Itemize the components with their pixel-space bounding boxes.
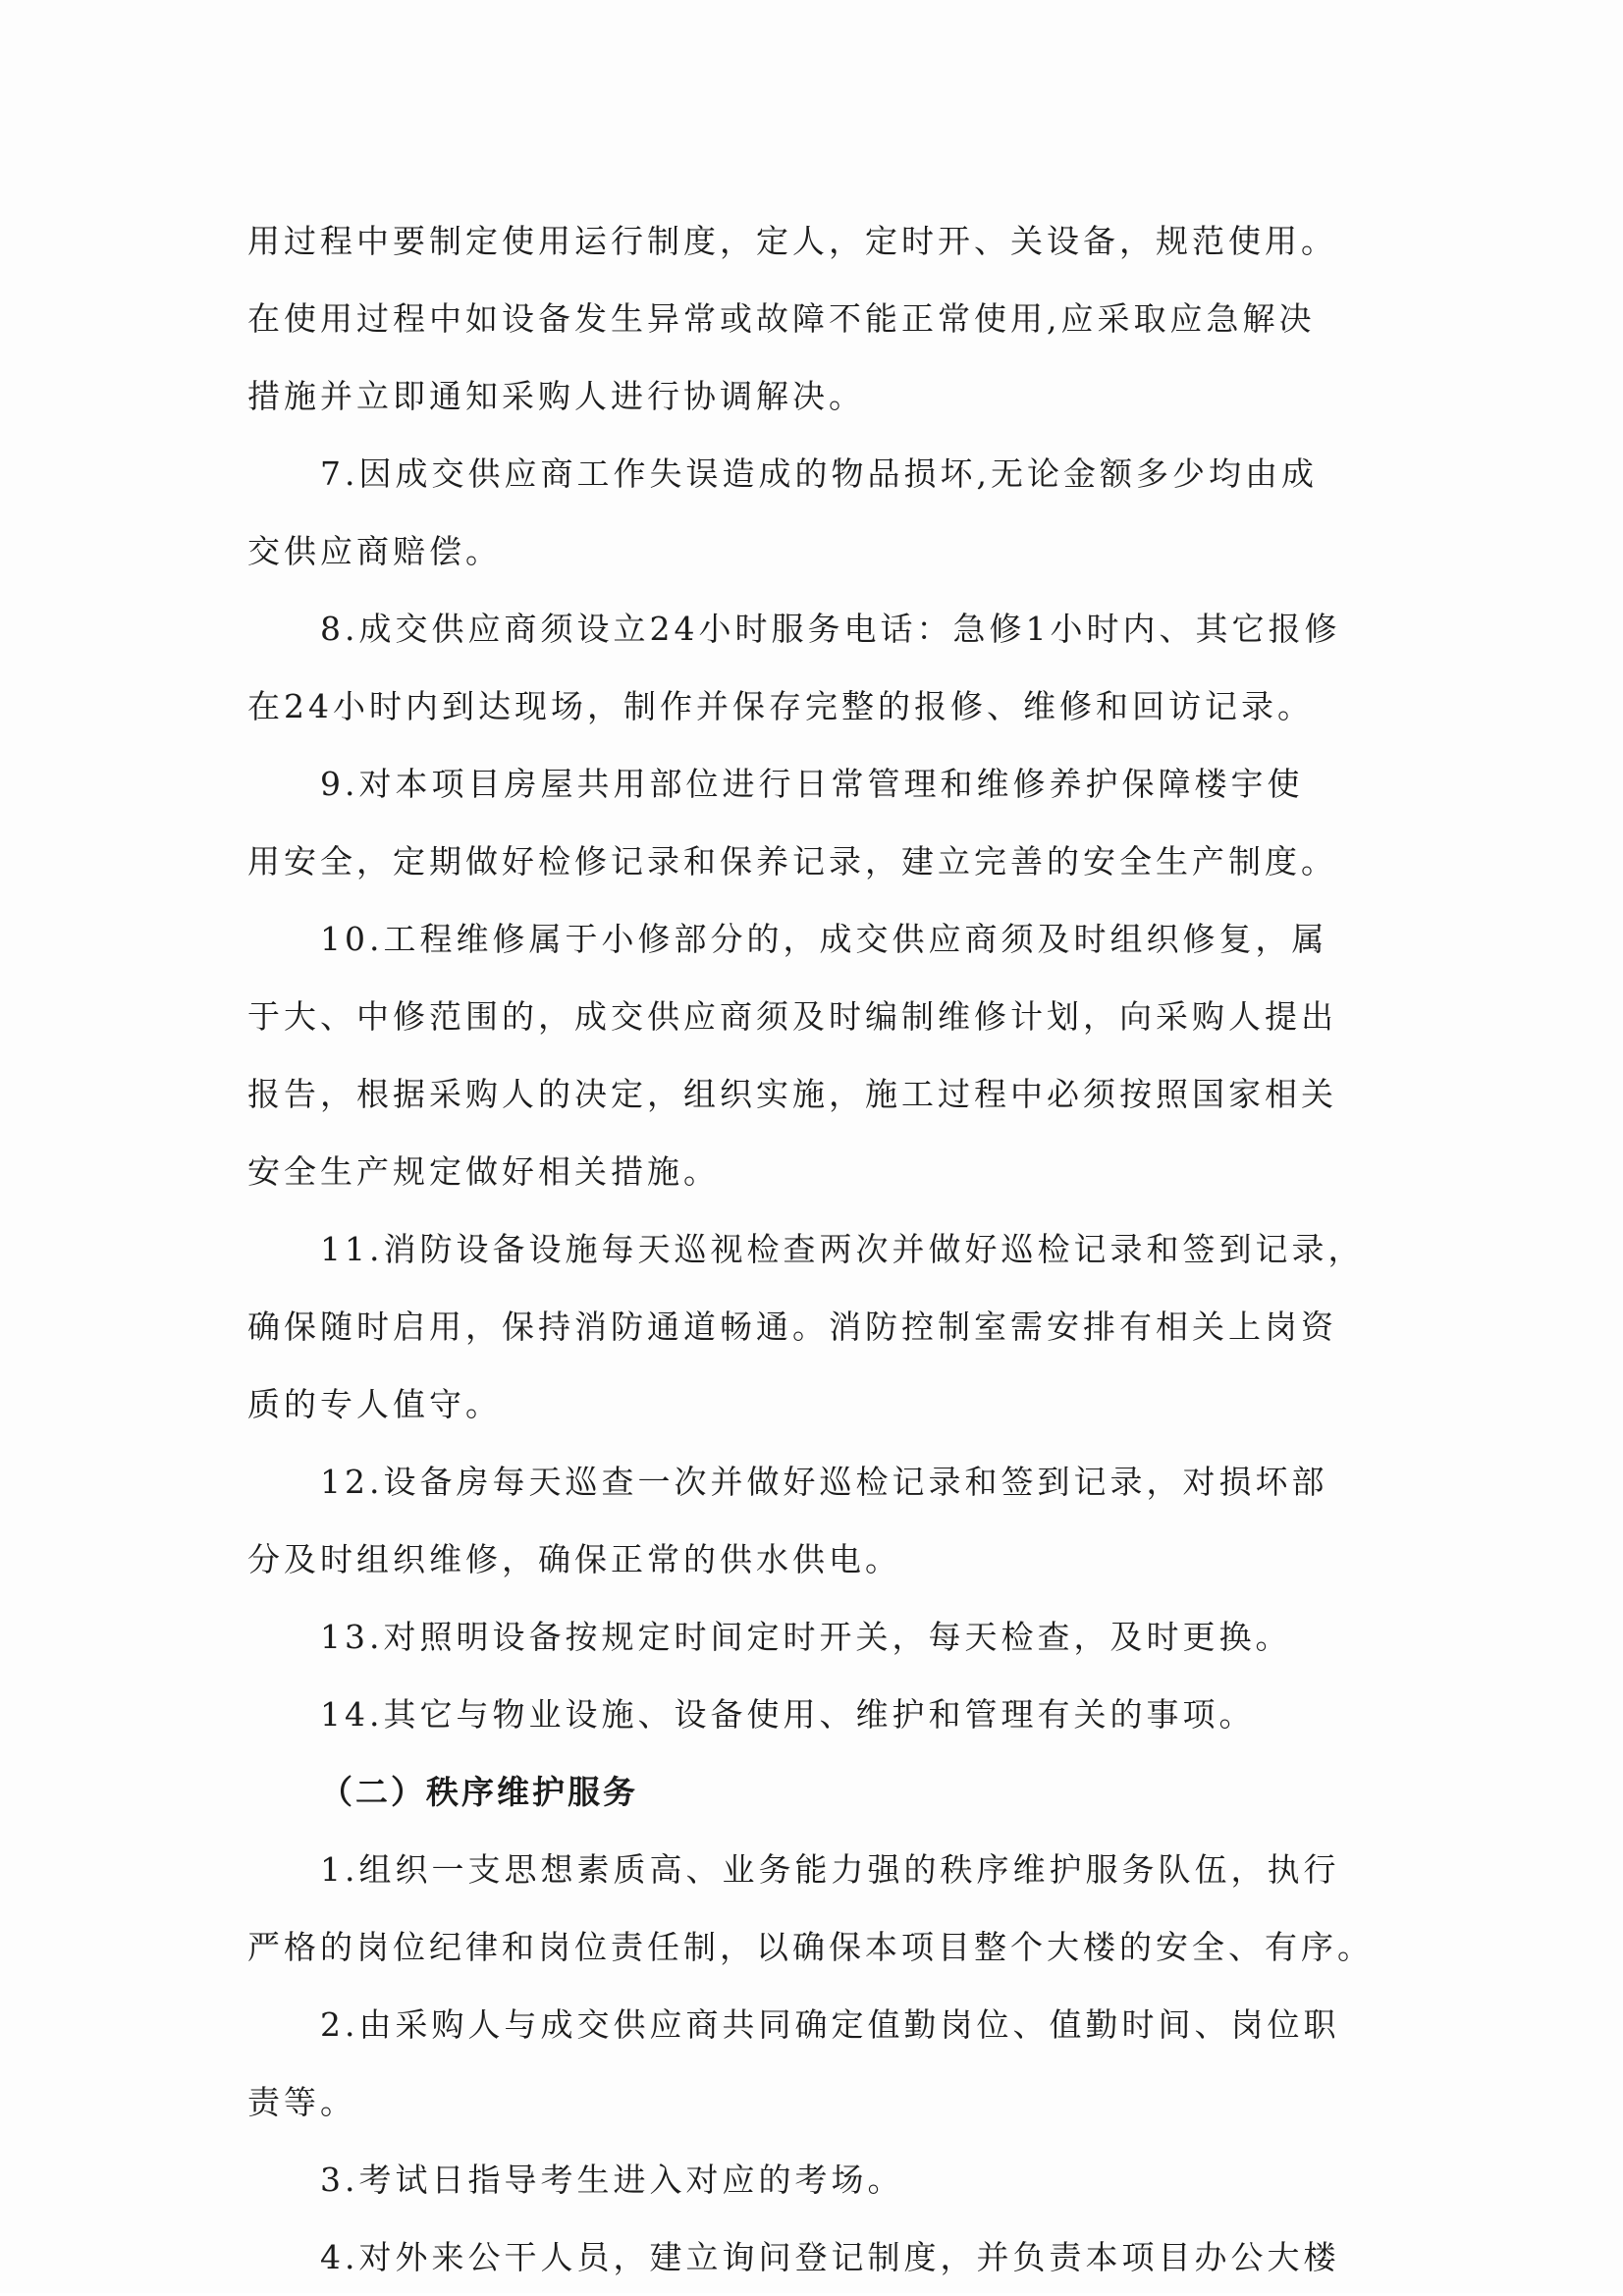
text-line: 质的专人值守。: [247, 1385, 502, 1423]
order-item-1-line: 1.组织一支思想素质高、业务能力强的秩序维护服务队伍，执行: [320, 1850, 1340, 1889]
text-line: 于大、中修范围的，成交供应商须及时编制维修计划，向采购人提出: [247, 997, 1337, 1036]
order-item-4-line: 4.对外来公干人员，建立询问登记制度，并负责本项目办公大楼: [320, 2238, 1340, 2276]
text-line: 确保随时启用，保持消防通道畅通。消防控制室需安排有相关上岗资: [247, 1308, 1337, 1346]
item-8-line: 8.成交供应商须设立24小时服务电话：急修1小时内、其它报修: [320, 610, 1341, 648]
item-11-line: 11.消防设备设施每天巡视检查两次并做好巡检记录和签到记录，: [320, 1230, 1365, 1268]
item-12-line: 12.设备房每天巡查一次并做好巡检记录和签到记录，对损坏部: [320, 1463, 1328, 1501]
text-line: 报告，根据采购人的决定，组织实施，施工过程中必须按照国家相关: [247, 1075, 1337, 1113]
document-body: [247, 202, 1396, 2296]
text-line: 用安全，定期做好检修记录和保养记录，建立完善的安全生产制度。: [247, 842, 1337, 881]
item-14-line: 14.其它与物业设施、设备使用、维护和管理有关的事项。: [320, 1695, 1256, 1734]
text-line: 严格的岗位纪律和岗位责任制，以确保本项目整个大楼的安全、有序。: [247, 1928, 1374, 1966]
section-heading: （二）秩序维护服务: [320, 1773, 638, 1811]
text-line: 安全生产规定做好相关措施。: [247, 1152, 720, 1191]
text-line: 交供应商赔偿。: [247, 532, 502, 570]
text-line: 措施并立即通知采购人进行协调解决。: [247, 377, 865, 415]
text-line: 在使用过程中如设备发生异常或故障不能正常使用,应采取应急解决: [247, 299, 1316, 338]
text-line: 分及时组织维修，确保正常的供水供电。: [247, 1540, 901, 1578]
item-10-line: 10.工程维修属于小修部分的，成交供应商须及时组织修复，属: [320, 920, 1328, 958]
order-item-2-line: 2.由采购人与成交供应商共同确定值勤岗位、值勤时间、岗位职: [320, 2005, 1340, 2044]
text-line: 责等。: [247, 2083, 356, 2121]
text-line: 用过程中要制定使用运行制度，定人，定时开、关设备，规范使用。: [247, 222, 1337, 260]
text-line: 在24小时内到达现场，制作并保存完整的报修、维修和回访记录。: [247, 687, 1314, 725]
item-7-line: 7.因成交供应商工作失误造成的物品损坏,无论金额多少均由成: [320, 454, 1318, 493]
order-item-3-line: 3.考试日指导考生进入对应的考场。: [320, 2161, 904, 2199]
item-9-line: 9.对本项目房屋共用部位进行日常管理和维修养护保障楼宇使: [320, 765, 1304, 803]
item-13-line: 13.对照明设备按规定时间定时开关，每天检查，及时更换。: [320, 1618, 1292, 1656]
